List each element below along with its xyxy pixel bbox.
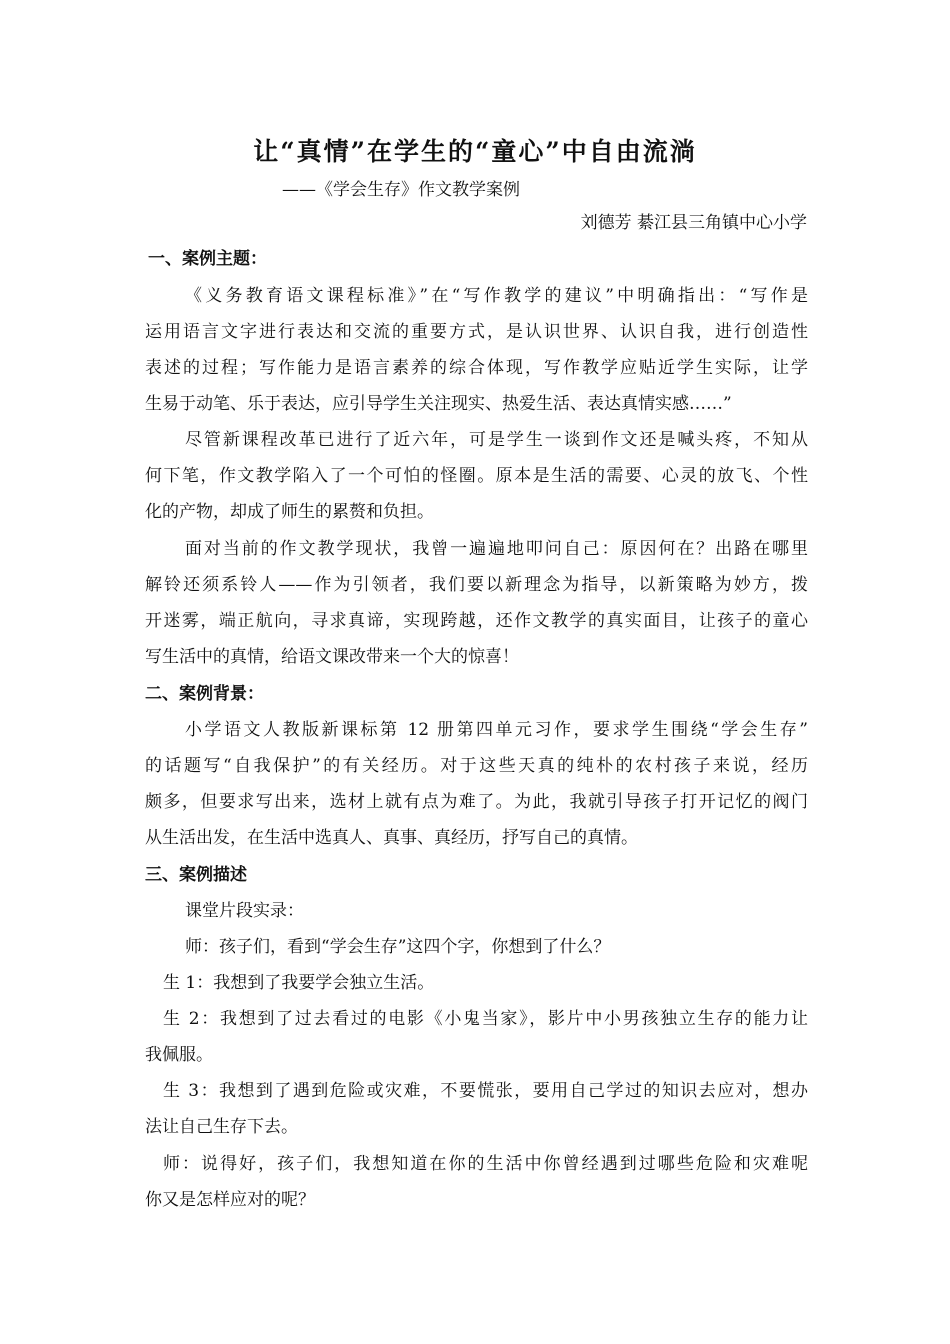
dialogue-line: 生 3：我想到了遇到危险或灾难，不要慌张，要用自己学过的知识去应对，想办 (163, 1081, 808, 1101)
paragraph-line: 小学语文人教版新课标第 12 册第四单元习作，要求学生围绕“学会生存” (185, 720, 808, 740)
dialogue-line: 你又是怎样应对的呢？ (145, 1190, 315, 1210)
dialogue-line: 法让自己生存下去。 (145, 1117, 298, 1137)
dialogue-line: 生 1：我想到了我要学会独立生活。 (163, 973, 435, 993)
paragraph-line: 的话题写“自我保护”的有关经历。对于这些天真的纯朴的农村孩子来说，经历 (145, 756, 808, 776)
document-subtitle: ——《学会生存》作文教学案例 (282, 180, 520, 200)
paragraph-line: 生易于动笔、乐于表达，应引导学生关注现实、热爱生活、表达真情实感……” (145, 394, 732, 414)
dialogue-line: 师：说得好，孩子们，我想知道在你的生活中你曾经遇到过哪些危险和灾难呢 (163, 1154, 808, 1174)
paragraph-line: 何下笔，作文教学陷入了一个可怕的怪圈。原本是生活的需要、心灵的放飞、个性 (145, 466, 808, 486)
paragraph-line: 解铃还须系铃人——作为引领者，我们要以新理念为指导，以新策略为妙方，拨 (145, 575, 808, 595)
paragraph-line: 尽管新课程改革已进行了近六年，可是学生一谈到作文还是喊头疼，不知从 (185, 430, 808, 450)
paragraph-line: 化的产物，却成了师生的累赘和负担。 (145, 502, 434, 522)
paragraph-line: 表述的过程；写作能力是语言素养的综合体现，写作教学应贴近学生实际，让学 (145, 358, 808, 378)
section-heading-background: 二、案例背景： (145, 684, 264, 704)
paragraph-line: 运用语言文字进行表达和交流的重要方式，是认识世界、认识自我，进行创造性 (145, 322, 808, 342)
author-line: 刘德芳 綦江县三角镇中心小学 (580, 213, 807, 233)
paragraph-line: 《义务教育语文课程标准》”在“写作教学的建议”中明确指出：“写作是 (185, 286, 808, 306)
section-heading-description: 三、案例描述 (145, 865, 247, 885)
section-heading-theme: 一、案例主题： (148, 249, 267, 269)
paragraph-line: 写生活中的真情，给语文课改带来一个大的惊喜！ (145, 647, 519, 667)
dialogue-line: 师：孩子们，看到“学会生存”这四个字，你想到了什么？ (185, 937, 611, 957)
document-title: 让“真情”在学生的“童心”中自由流淌 (253, 137, 697, 166)
dialogue-line: 生 2：我想到了过去看过的电影《小鬼当家》，影片中小男孩独立生存的能力让 (163, 1009, 808, 1029)
paragraph-line: 开迷雾，端正航向，寻求真谛，实现跨越，还作文教学的真实面目，让孩子的童心 (145, 611, 808, 631)
paragraph-line: 课堂片段实录： (185, 901, 304, 921)
paragraph-line: 面对当前的作文教学现状，我曾一遍遍地叩问自己：原因何在？出路在哪里 (185, 539, 808, 559)
paragraph-line: 从生活出发，在生活中选真人、真事、真经历，抒写自己的真情。 (145, 828, 638, 848)
dialogue-line: 我佩服。 (145, 1045, 213, 1065)
paragraph-line: 颇多，但要求写出来，选材上就有点为难了。为此，我就引导孩子打开记忆的阀门 (145, 792, 808, 812)
